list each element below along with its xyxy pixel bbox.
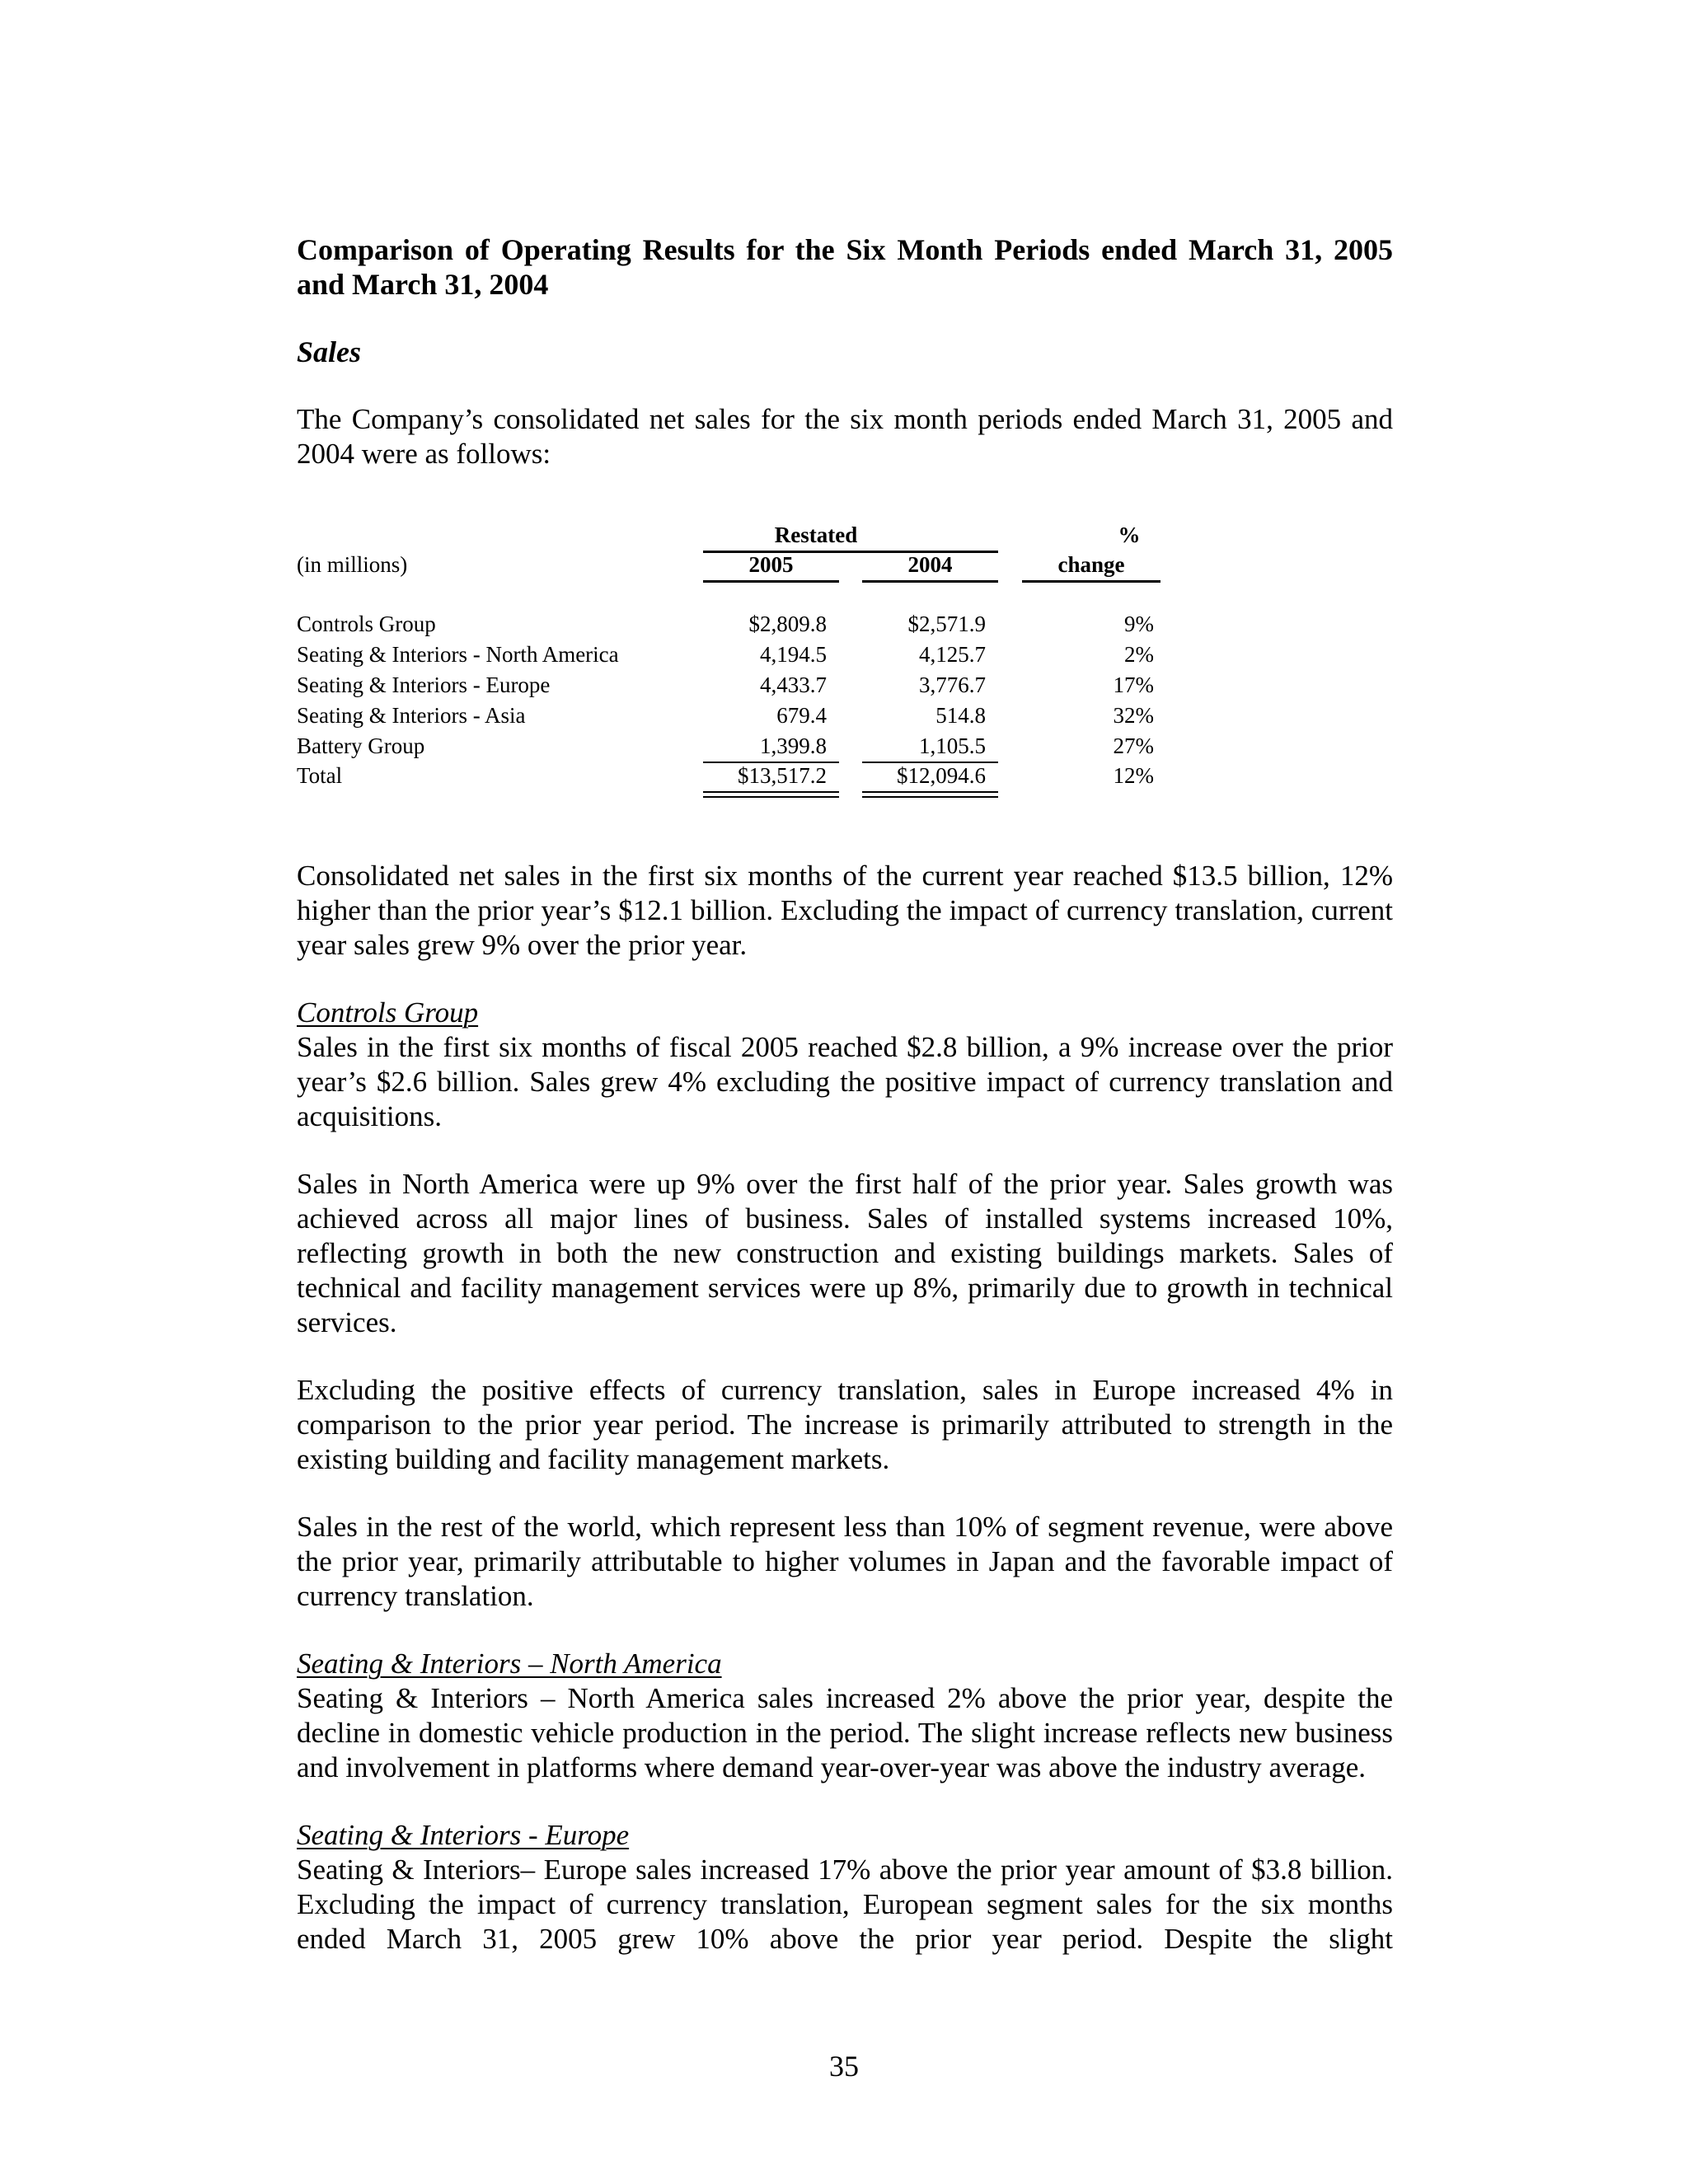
page-content <box>297 232 1393 1957</box>
net-sales-table <box>297 523 1393 794</box>
row-value-2004: 4,125.7 <box>919 642 986 667</box>
units-label: (in millions) <box>297 552 408 577</box>
row-label: Controls Group <box>297 612 436 636</box>
row-value-2004: $2,571.9 <box>907 612 986 636</box>
col-header-2004: 2004 <box>907 552 953 577</box>
pct-header-top: % <box>1118 523 1141 547</box>
row-label: Battery Group <box>297 733 425 758</box>
controls-group-title: Controls Group <box>297 996 479 1029</box>
row-pct-change: 17% <box>1113 673 1154 697</box>
row-value-2005: 4,433.7 <box>760 673 827 697</box>
consolidated-sales-paragraph: Consolidated net sales in the first six months of the current year reached $13.5 billion, 12% higher than the prior year’s $12.1 billion. Excluding the impact of currency translation, current year sales grew 9% over the prior year. <box>297 860 1393 961</box>
total-double-rule-2005-a <box>703 791 839 793</box>
total-double-rule-2004-b <box>862 796 998 798</box>
section-heading: Comparison of Operating Results for the Six Month Periods ended March 31, 2005 and March 31, 2004 <box>297 233 1393 301</box>
controls-paragraph-4: Sales in the rest of the world, which represent less than 10% of segment revenue, were above the prior year, primarily attributable to higher volumes in Japan and the favorable impact of currency translation. <box>297 1511 1393 1612</box>
row-label: Seating & Interiors - North America <box>297 642 619 667</box>
row-value-2004: 1,105.5 <box>919 733 986 758</box>
total-double-rule-2004-a <box>862 791 998 793</box>
controls-paragraph-3: Excluding the positive effects of currency translation, sales in Europe increased 4% in comparison to the prior year period. The increase is primarily attributed to strength in the existing building and facility management markets. <box>297 1374 1393 1475</box>
page-number: 35 <box>829 2050 859 2083</box>
row-pct-change: 9% <box>1124 612 1154 636</box>
sales-intro-paragraph: The Company’s consolidated net sales for the six month periods ended March 31, 2005 and 2004 were as follows: <box>297 403 1393 470</box>
row-value-2005: $2,809.8 <box>748 612 827 636</box>
row-value-2004: 3,776.7 <box>919 673 986 697</box>
row-label: Seating & Interiors - Europe <box>297 673 551 697</box>
col-2004-underline <box>862 580 998 583</box>
seating-europe-title: Seating & Interiors - Europe <box>297 1819 630 1851</box>
pct-underline <box>1022 580 1160 583</box>
row-value-2005: 1,399.8 <box>760 733 827 758</box>
row-value-2005: 4,194.5 <box>760 642 827 667</box>
total-pct-change: 12% <box>1113 763 1154 788</box>
col-header-2005: 2005 <box>748 552 794 577</box>
total-value-2004: $12,094.6 <box>897 763 986 788</box>
row-pct-change: 32% <box>1113 703 1154 728</box>
seating-na-title: Seating & Interiors – North America <box>297 1647 722 1680</box>
row-pct-change: 2% <box>1124 642 1154 667</box>
row-label: Seating & Interiors - Asia <box>297 703 526 728</box>
total-value-2005: $13,517.2 <box>738 763 827 788</box>
controls-paragraph-1: Sales in the first six months of fiscal 2005 reached $2.8 billion, a 9% increase over the prior year’s $2.6 billion. Sales grew 4% excluding the positive impact of currency translation and acquisitions. <box>297 1031 1393 1132</box>
controls-paragraph-2: Sales in North America were up 9% over the first half of the prior year. Sales growth was achieved across all major lines of business. Sales of installed systems increased 10%, reflecting growth in both the new construction and existing buildings markets. Sales of technical and facility management services were up 8%, primarily due to growth in technical services. <box>297 1168 1393 1338</box>
row-value-2005: 679.4 <box>776 703 827 728</box>
restated-header: Restated <box>774 523 858 547</box>
row-value-2004: 514.8 <box>935 703 986 728</box>
seating-europe-paragraph: Seating & Interiors– Europe sales increased 17% above the prior year amount of $3.8 billion. Excluding the impact of currency translation, European segment sales for the six months ended March 31, 2005 grew 10% above the prior year period. Despite the slight <box>297 1854 1393 1955</box>
total-double-rule-2005-b <box>703 796 839 798</box>
seating-na-paragraph: Seating & Interiors – North America sales increased 2% above the prior year, despite the decline in domestic vehicle production in the period. The slight increase reflects new business and involvement in platforms where demand year-over-year was above the industry average. <box>297 1682 1393 1783</box>
col-2005-underline <box>703 580 839 583</box>
total-row-label: Total <box>297 763 343 788</box>
row-pct-change: 27% <box>1113 733 1154 758</box>
sales-subheading: Sales <box>297 335 362 368</box>
pct-header-bottom: change <box>1057 552 1125 577</box>
